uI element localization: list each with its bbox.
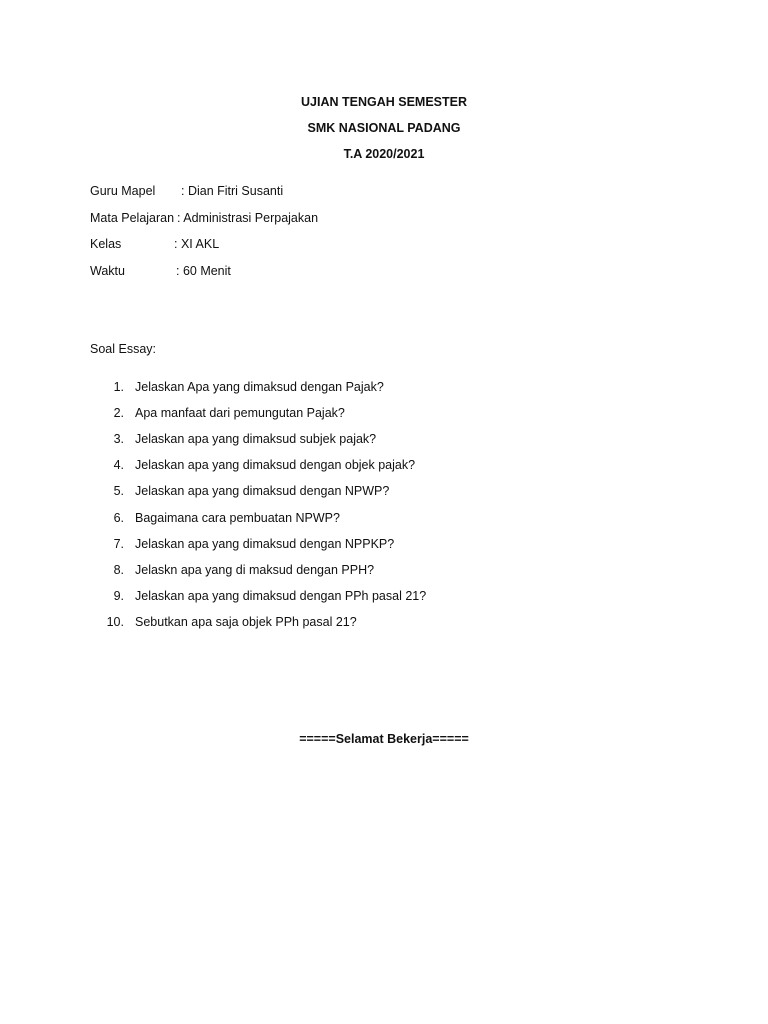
question-text: Jelaskn apa yang di maksud dengan PPH? [135,563,375,577]
closing-text: =====Selamat Bekerja===== [299,732,469,746]
guru-label: Guru Mapel [90,184,156,198]
waktu-label: Waktu [90,264,125,278]
school-name: SMK NASIONAL PADANG [307,121,461,135]
question-number: 4. [113,458,124,472]
question-number: 2. [113,406,124,420]
question-text: Jelaskan apa yang dimaksud subjek pajak? [135,432,377,446]
question-number: 3. [113,432,124,446]
question-number: 5. [113,484,124,498]
question-text: Apa manfaat dari pemungutan Pajak? [135,406,345,420]
question-text: Jelaskan apa yang dimaksud dengan PPh pasal 21? [135,589,427,603]
mapel-value: : Administrasi Perpajakan [177,211,319,225]
waktu-value: : 60 Menit [176,264,231,278]
question-number: 10. [106,615,124,629]
question-number: 8. [113,563,124,577]
guru-value: : Dian Fitri Susanti [181,184,284,198]
exam-title: UJIAN TENGAH SEMESTER [301,95,467,109]
question-text: Jelaskan Apa yang dimaksud dengan Pajak? [135,380,384,394]
question-text: Jelaskan apa yang dimaksud dengan NPWP? [135,484,390,498]
question-text: Bagaimana cara pembuatan NPWP? [135,511,340,525]
section-title: Soal Essay: [90,342,157,356]
question-text: Jelaskan apa yang dimaksud dengan objek pajak? [135,458,416,472]
question-text: Jelaskan apa yang dimaksud dengan NPPKP? [135,537,395,551]
question-number: 6. [113,511,124,525]
question-number: 1. [113,380,124,394]
question-text: Sebutkan apa saja objek PPh pasal 21? [135,615,357,629]
question-number: 9. [113,589,124,603]
question-number: 7. [113,537,124,551]
kelas-label: Kelas [90,237,122,251]
mapel-label: Mata Pelajaran [90,211,175,225]
kelas-value: : XI AKL [174,237,220,251]
academic-year: T.A 2020/2021 [343,147,425,161]
